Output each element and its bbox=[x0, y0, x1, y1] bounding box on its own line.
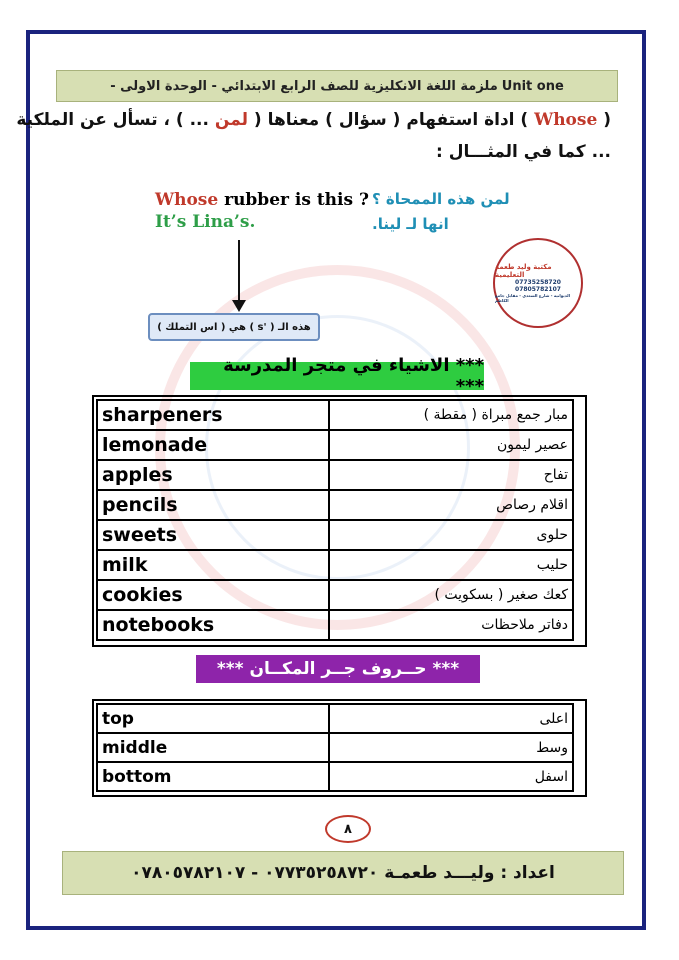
word-ar: وسط bbox=[329, 733, 573, 762]
stamp-logo bbox=[493, 238, 583, 328]
word-ar: مبار جمع مبراة ( مقطة ) bbox=[329, 400, 573, 430]
table-row bbox=[97, 762, 573, 791]
word-en: cookies bbox=[97, 580, 329, 610]
intro-whose: Whose bbox=[534, 110, 598, 130]
intro-lman: لمن bbox=[214, 110, 248, 130]
table-row bbox=[97, 550, 573, 580]
table-row bbox=[97, 733, 573, 762]
example-question-rest: rubber is this ? bbox=[218, 190, 369, 210]
word-en: sharpeners bbox=[97, 400, 329, 430]
intro-line-2: ... كما في المثـــال : bbox=[436, 142, 611, 162]
table-row bbox=[97, 490, 573, 520]
word-ar: حليب bbox=[329, 550, 573, 580]
word-ar: كعك صغير ( بسكويت ) bbox=[329, 580, 573, 610]
arrow-down-icon bbox=[232, 300, 246, 312]
example-question-whose: Whose bbox=[155, 190, 219, 210]
intro-part2: ... ) ، تسأل عن الملكية bbox=[16, 110, 209, 130]
arrow-line bbox=[238, 240, 240, 302]
prepositions-banner: *** حــروف جــر المكــان *** bbox=[196, 655, 480, 683]
table-row bbox=[97, 400, 573, 430]
example-answer: It’s Lina’s. bbox=[155, 212, 256, 232]
word-en: sweets bbox=[97, 520, 329, 550]
word-en: lemonade bbox=[97, 430, 329, 460]
example-answer-ar: انها لـ لينا. bbox=[372, 215, 449, 233]
table-row bbox=[97, 580, 573, 610]
page-number: ٨ bbox=[325, 815, 371, 843]
footer-bar bbox=[62, 851, 624, 895]
intro-part1: ) اداة استفهام ( سؤال ) معناها ( bbox=[253, 110, 529, 130]
intro-open-paren: ( bbox=[603, 110, 611, 130]
possessive-note: هذه الـ ( 's ) هي ( اس التملك ) bbox=[148, 313, 320, 341]
table-row bbox=[97, 460, 573, 490]
intro-line-1 bbox=[16, 110, 611, 130]
school-shop-table bbox=[96, 399, 574, 641]
header-title: ملزمة اللغة الانكليزية للصف الرابع الابتدائي - الوحدة الاولى - bbox=[110, 78, 498, 94]
stamp-address: الديوانية - شارع السعدي - مقابل جامع الكاظم bbox=[495, 293, 570, 303]
table-row bbox=[97, 610, 573, 640]
word-ar: اقلام رصاص bbox=[329, 490, 573, 520]
word-en: notebooks bbox=[97, 610, 329, 640]
table-row bbox=[97, 430, 573, 460]
header-bar bbox=[56, 70, 618, 102]
word-en: middle bbox=[97, 733, 329, 762]
word-ar: عصير ليمون bbox=[329, 430, 573, 460]
stamp-phone-1: 07735258720 bbox=[515, 279, 561, 286]
word-en: bottom bbox=[97, 762, 329, 791]
stamp-phone-2: 07805782107 bbox=[515, 286, 561, 293]
school-shop-banner: *** الاشياء في متجر المدرسة *** bbox=[190, 362, 484, 390]
stamp-name: مكتبة وليد طعمة التعليمية bbox=[495, 263, 552, 279]
example-question-ar: لمن هذه الممحاة ؟ bbox=[372, 190, 510, 208]
footer-credit: اعداد : وليـــد طعمـة ٠٧٧٣٥٢٥٨٧٢٠ - ٠٧٨٠٥٧٨٢١٠٧ bbox=[131, 863, 555, 883]
prepositions-table bbox=[96, 703, 574, 792]
word-en: milk bbox=[97, 550, 329, 580]
table-row bbox=[97, 520, 573, 550]
header-unit-label: Unit one bbox=[501, 78, 564, 94]
word-ar: تفاح bbox=[329, 460, 573, 490]
word-en: pencils bbox=[97, 490, 329, 520]
word-ar: اعلى bbox=[329, 704, 573, 733]
word-ar: دفاتر ملاحظات bbox=[329, 610, 573, 640]
word-ar: حلوى bbox=[329, 520, 573, 550]
word-ar: اسفل bbox=[329, 762, 573, 791]
word-en: top bbox=[97, 704, 329, 733]
word-en: apples bbox=[97, 460, 329, 490]
example-question bbox=[155, 190, 369, 210]
table-row bbox=[97, 704, 573, 733]
